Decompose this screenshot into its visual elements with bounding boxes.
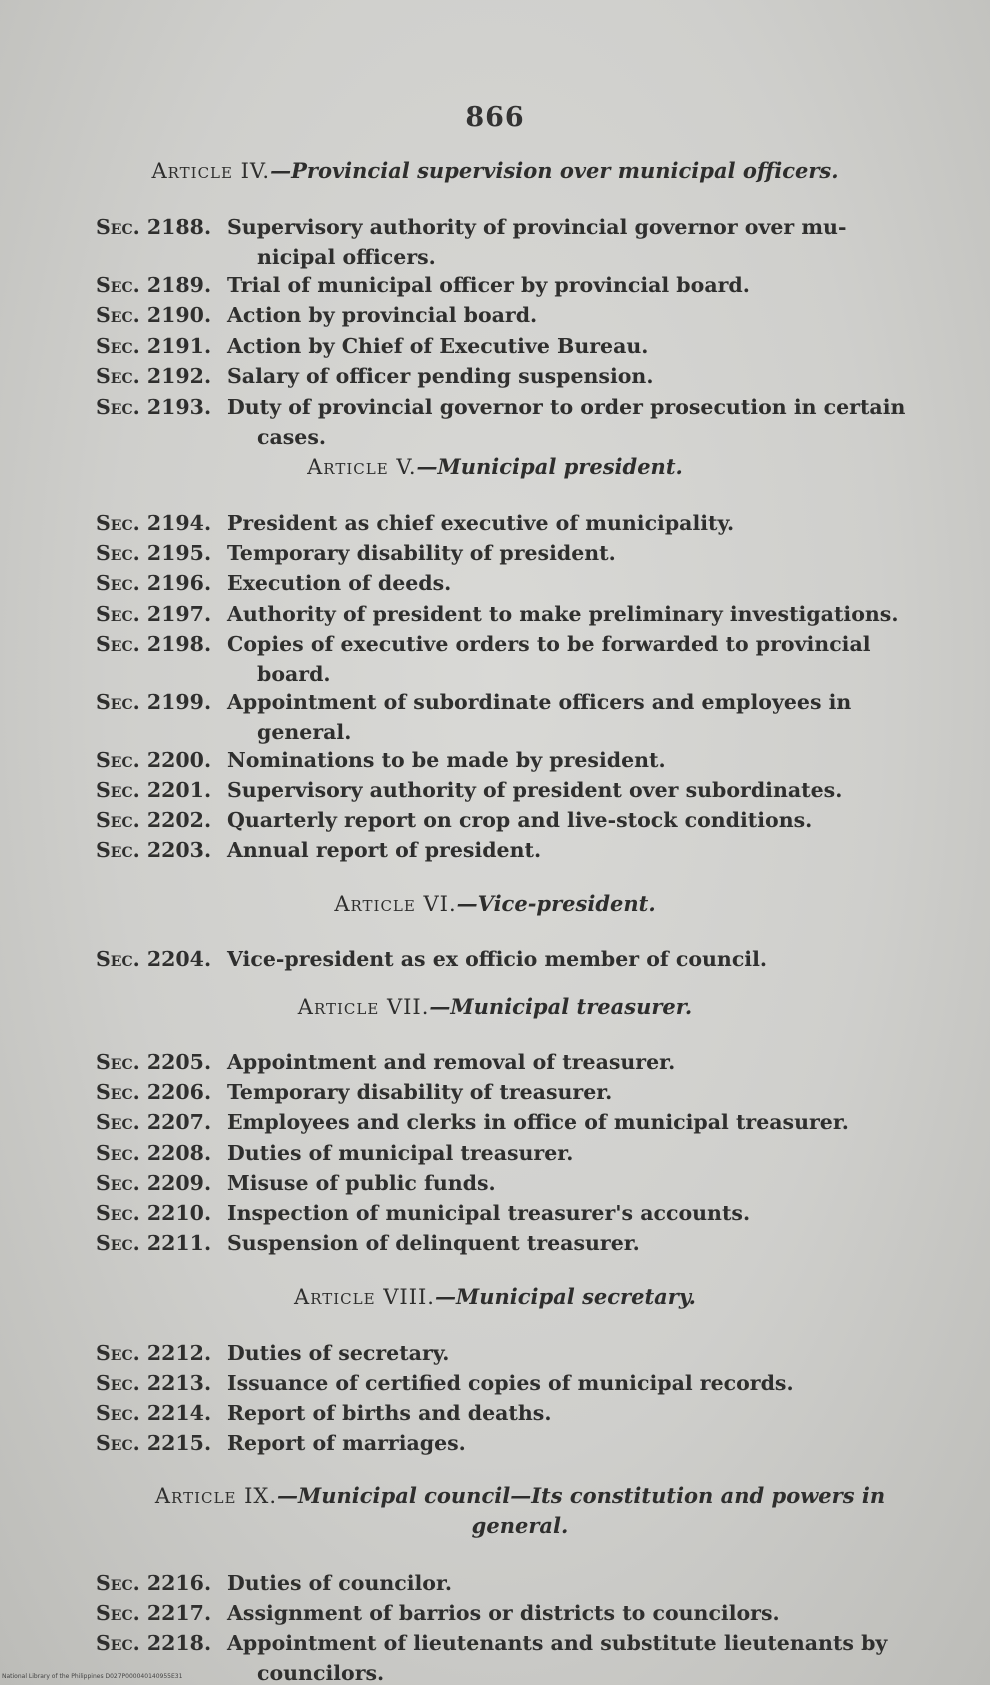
section-number: Sec. 2205. bbox=[96, 1050, 212, 1074]
section-title bbox=[227, 1368, 926, 1398]
section-title bbox=[227, 300, 926, 330]
section-title-text: Trial of municipal officer by provincial board. bbox=[227, 273, 750, 297]
section-number: Sec. 2216. bbox=[96, 1571, 212, 1595]
section-title-text: Appointment and removal of treasurer. bbox=[227, 1050, 676, 1074]
article-title: —Municipal president. bbox=[416, 454, 683, 479]
scan-footer: National Library of the Philippines D027P000040140955E31 bbox=[2, 1673, 183, 1680]
section-entry bbox=[96, 361, 926, 391]
section-title bbox=[227, 835, 926, 865]
section-title bbox=[227, 508, 926, 538]
section-title-text: Duty of provincial governor to order prosecution in certain bbox=[227, 395, 906, 419]
section-title-text: Report of marriages. bbox=[227, 1431, 466, 1455]
section-title-text: Appointment of lieutenants and substitute lieutenants by bbox=[227, 1631, 888, 1655]
section-title-text: Misuse of public funds. bbox=[227, 1171, 496, 1195]
section-title bbox=[227, 1168, 926, 1198]
article-title: —Provincial supervision over municipal officers. bbox=[270, 158, 839, 183]
article-heading bbox=[0, 454, 990, 479]
section-title bbox=[227, 212, 926, 272]
section-entry bbox=[96, 629, 926, 689]
section-number: Sec. 2197. bbox=[96, 602, 212, 626]
section-entry bbox=[96, 331, 926, 361]
article-title-continued: general. bbox=[471, 1513, 569, 1538]
section-number: Sec. 2203. bbox=[96, 838, 212, 862]
section-title-text: Duties of secretary. bbox=[227, 1341, 450, 1365]
section-title bbox=[227, 392, 926, 452]
article-heading bbox=[0, 158, 990, 183]
section-entry bbox=[96, 568, 926, 598]
article-title: —Municipal treasurer. bbox=[429, 994, 693, 1019]
section-number: Sec. 2214. bbox=[96, 1401, 212, 1425]
section-title bbox=[227, 1568, 926, 1598]
section-title-text: Nominations to be made by president. bbox=[227, 748, 666, 772]
section-title-text: Suspension of delinquent treasurer. bbox=[227, 1231, 640, 1255]
section-title bbox=[227, 1138, 926, 1168]
section-entry bbox=[96, 745, 926, 775]
article-heading bbox=[0, 994, 990, 1019]
section-title-text: Quarterly report on crop and live-stock conditions. bbox=[227, 808, 813, 832]
section-entry bbox=[96, 944, 926, 974]
section-title bbox=[227, 568, 926, 598]
section-title bbox=[227, 1107, 926, 1137]
section-title-text: Annual report of president. bbox=[227, 838, 542, 862]
section-title-text: Supervisory authority of provincial governor over mu- bbox=[227, 215, 847, 239]
section-title-text: Temporary disability of president. bbox=[227, 541, 616, 565]
article-heading bbox=[0, 1284, 990, 1309]
section-number: Sec. 2213. bbox=[96, 1371, 212, 1395]
page-number: 866 bbox=[465, 102, 525, 133]
article-label: Article IV. bbox=[151, 159, 271, 183]
section-number: Sec. 2215. bbox=[96, 1431, 212, 1455]
section-title-text: Employees and clerks in office of municipal treasurer. bbox=[227, 1110, 849, 1134]
section-title-text: Salary of officer pending suspension. bbox=[227, 364, 654, 388]
section-title-text: Duties of municipal treasurer. bbox=[227, 1141, 574, 1165]
section-title bbox=[227, 805, 926, 835]
section-title-text: Inspection of municipal treasurer's accounts. bbox=[227, 1201, 751, 1225]
section-entry bbox=[96, 1228, 926, 1258]
section-title bbox=[227, 687, 926, 747]
section-entry bbox=[96, 1428, 926, 1458]
section-number: Sec. 2190. bbox=[96, 303, 212, 327]
section-entry bbox=[96, 1398, 926, 1428]
section-title-text: Supervisory authority of president over subordinates. bbox=[227, 778, 843, 802]
section-number: Sec. 2196. bbox=[96, 571, 212, 595]
section-number: Sec. 2211. bbox=[96, 1231, 212, 1255]
section-number: Sec. 2204. bbox=[96, 947, 212, 971]
section-number: Sec. 2217. bbox=[96, 1601, 212, 1625]
section-title bbox=[227, 1338, 926, 1368]
section-title-text: Action by Chief of Executive Bureau. bbox=[227, 334, 649, 358]
article-heading bbox=[0, 891, 990, 916]
article-label: Article VIII. bbox=[294, 1285, 435, 1309]
section-title bbox=[227, 1628, 926, 1685]
section-number: Sec. 2192. bbox=[96, 364, 212, 388]
section-title bbox=[227, 775, 926, 805]
section-title bbox=[227, 331, 926, 361]
section-title bbox=[227, 1398, 926, 1428]
section-entry bbox=[96, 508, 926, 538]
section-entry bbox=[96, 1138, 926, 1168]
section-title-text: Assignment of barrios or districts to councilors. bbox=[227, 1601, 780, 1625]
section-number: Sec. 2209. bbox=[96, 1171, 212, 1195]
section-entry bbox=[96, 599, 926, 629]
section-number: Sec. 2206. bbox=[96, 1080, 212, 1104]
section-title-text: President as chief executive of municipality. bbox=[227, 511, 735, 535]
section-title bbox=[227, 745, 926, 775]
article-title: —Vice-president. bbox=[456, 891, 656, 916]
section-title-text: Action by provincial board. bbox=[227, 303, 538, 327]
section-entry bbox=[96, 1107, 926, 1137]
section-number: Sec. 2193. bbox=[96, 395, 212, 419]
article-title: —Municipal secretary. bbox=[434, 1284, 696, 1309]
section-number: Sec. 2207. bbox=[96, 1110, 212, 1134]
section-title-continued: board. bbox=[257, 662, 331, 686]
section-entry bbox=[96, 212, 926, 272]
section-number: Sec. 2201. bbox=[96, 778, 212, 802]
section-title-text: Issuance of certified copies of municipal records. bbox=[227, 1371, 794, 1395]
section-title bbox=[227, 270, 926, 300]
section-title bbox=[227, 629, 926, 689]
section-title-text: Duties of councilor. bbox=[227, 1571, 453, 1595]
section-number: Sec. 2212. bbox=[96, 1341, 212, 1365]
section-title bbox=[227, 1428, 926, 1458]
section-title-continued: general. bbox=[257, 720, 352, 744]
section-entry bbox=[96, 270, 926, 300]
article-title: —Municipal council—Its constitution and powers in bbox=[277, 1483, 886, 1508]
section-title-text: Report of births and deaths. bbox=[227, 1401, 552, 1425]
section-entry bbox=[96, 392, 926, 452]
section-title bbox=[227, 599, 926, 629]
section-title bbox=[227, 1198, 926, 1228]
section-entry bbox=[96, 687, 926, 747]
section-title-text: Execution of deeds. bbox=[227, 571, 452, 595]
section-number: Sec. 2208. bbox=[96, 1141, 212, 1165]
section-entry bbox=[96, 1628, 926, 1685]
section-entry bbox=[96, 538, 926, 568]
section-title-text: Vice-president as ex officio member of council. bbox=[227, 947, 768, 971]
section-entry bbox=[96, 1047, 926, 1077]
section-number: Sec. 2195. bbox=[96, 541, 212, 565]
section-title bbox=[227, 1598, 926, 1628]
section-number: Sec. 2194. bbox=[96, 511, 212, 535]
section-title-text: Copies of executive orders to be forwarded to provincial bbox=[227, 632, 871, 656]
section-entry bbox=[96, 775, 926, 805]
section-title bbox=[227, 1228, 926, 1258]
section-entry bbox=[96, 300, 926, 330]
article-label: Article V. bbox=[307, 455, 417, 479]
article-label: Article VII. bbox=[297, 995, 430, 1019]
section-entry bbox=[96, 1368, 926, 1398]
section-number: Sec. 2210. bbox=[96, 1201, 212, 1225]
article-label: Article IX. bbox=[154, 1484, 278, 1508]
section-number: Sec. 2191. bbox=[96, 334, 212, 358]
section-number: Sec. 2189. bbox=[96, 273, 212, 297]
section-title-text: Temporary disability of treasurer. bbox=[227, 1080, 613, 1104]
section-number: Sec. 2198. bbox=[96, 632, 212, 656]
section-number: Sec. 2218. bbox=[96, 1631, 212, 1655]
section-title bbox=[227, 1077, 926, 1107]
section-number: Sec. 2188. bbox=[96, 215, 212, 239]
section-entry bbox=[96, 1568, 926, 1598]
section-number: Sec. 2202. bbox=[96, 808, 212, 832]
section-title-continued: cases. bbox=[257, 425, 327, 449]
section-title-continued: councilors. bbox=[257, 1661, 385, 1685]
article-heading bbox=[120, 1481, 920, 1541]
section-entry bbox=[96, 805, 926, 835]
section-title bbox=[227, 1047, 926, 1077]
section-entry bbox=[96, 1198, 926, 1228]
section-entry bbox=[96, 835, 926, 865]
section-entry bbox=[96, 1077, 926, 1107]
section-number: Sec. 2200. bbox=[96, 748, 212, 772]
section-title bbox=[227, 361, 926, 391]
section-number: Sec. 2199. bbox=[96, 690, 212, 714]
section-title bbox=[227, 538, 926, 568]
section-entry bbox=[96, 1338, 926, 1368]
section-entry bbox=[96, 1168, 926, 1198]
section-title bbox=[227, 944, 926, 974]
section-entry bbox=[96, 1598, 926, 1628]
section-title-continued: nicipal officers. bbox=[257, 245, 436, 269]
article-label: Article VI. bbox=[334, 892, 457, 916]
section-title-text: Appointment of subordinate officers and employees in bbox=[227, 690, 852, 714]
section-title-text: Authority of president to make preliminary investigations. bbox=[227, 602, 899, 626]
